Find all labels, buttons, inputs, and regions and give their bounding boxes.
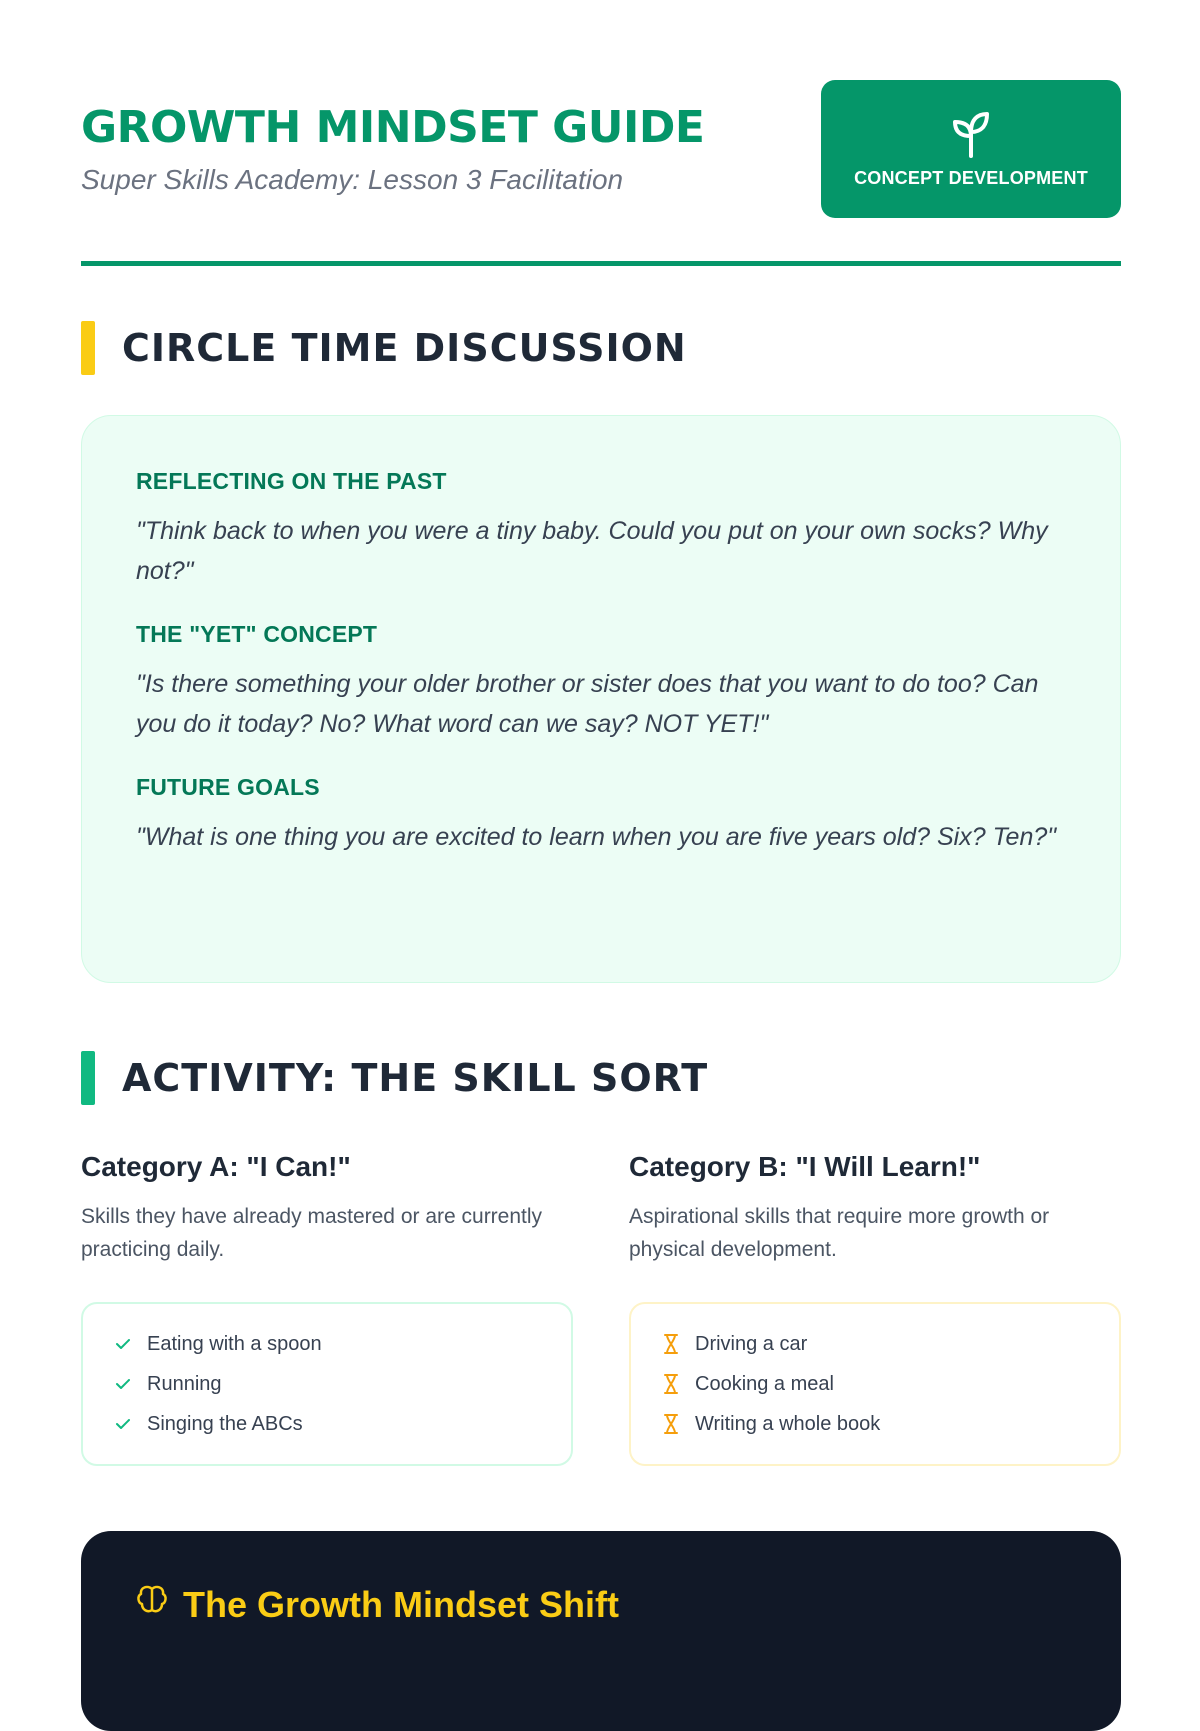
sprout-icon [949,110,993,158]
skill-list [629,1302,1121,1466]
list-item [113,1324,571,1364]
prompt-block [136,621,1066,744]
header-divider [81,261,1121,266]
list-item-label: Cooking a meal [695,1372,834,1395]
category-description: Skills they have already mastered or are currently practicing daily. [81,1205,543,1261]
title-group [81,80,704,196]
section-accent-bar [81,321,95,375]
panel-title-text: The Growth Mindset Shift [183,1583,619,1625]
category-description: Aspirational skills that require more growth or physical development. [629,1205,1050,1261]
hourglass-icon [661,1374,681,1394]
list-item [113,1364,571,1404]
guide-page [81,80,1121,1625]
skill-sort-columns [81,1150,1121,1466]
page-subtitle: Super Skills Academy: Lesson 3 Facilitation [81,164,624,196]
prompt-block [136,468,1066,591]
prompt-quote: "Think back to when you were a tiny baby. Could you put on your own socks? Why not?" [136,517,1048,585]
prompt-quote: "Is there something your older brother or sister does that you want to do too? Can you do it today? No? What word can we say? NOT YET!" [136,670,1039,738]
list-item [661,1364,1119,1404]
skill-list [81,1302,573,1466]
hourglass-icon [661,1414,681,1434]
category-a-column [81,1150,573,1466]
prompt-label: THE "YET" CONCEPT [136,621,378,647]
prompt-label: REFLECTING ON THE PAST [136,468,447,494]
check-icon [113,1417,133,1431]
list-item-label: Running [147,1372,222,1395]
section-accent-bar [81,1051,95,1105]
category-title: Category A: "I Can!" [81,1151,351,1182]
list-item-label: Writing a whole book [695,1412,881,1435]
list-item [661,1404,1119,1444]
category-b-column [629,1150,1121,1466]
category-title: Category B: "I Will Learn!" [629,1151,981,1182]
list-item [661,1324,1119,1364]
list-item-label: Eating with a spoon [147,1332,322,1355]
list-item-label: Singing the ABCs [147,1412,303,1435]
hourglass-icon [661,1334,681,1354]
activity-heading [81,1051,708,1105]
list-item-label: Driving a car [695,1332,808,1355]
page-title: GROWTH MINDSET GUIDE [81,102,705,153]
section-title: ACTIVITY: THE SKILL SORT [122,1056,709,1100]
prompt-label: FUTURE GOALS [136,774,320,800]
list-item [113,1404,571,1444]
concept-badge [821,80,1121,218]
circle-time-heading [81,321,687,375]
discussion-card [81,415,1121,983]
panel-title [135,1583,619,1626]
prompt-quote: "What is one thing you are excited to learn when you are five years old? Six? Ten?" [136,823,1057,851]
page-header [81,80,1121,220]
prompt-block [136,774,1066,857]
brain-icon [135,1583,183,1626]
check-icon [113,1377,133,1391]
growth-mindset-shift-panel [81,1531,1121,1731]
section-title: CIRCLE TIME DISCUSSION [122,326,687,370]
check-icon [113,1337,133,1351]
badge-label: CONCEPT DEVELOPMENT [854,167,1088,188]
